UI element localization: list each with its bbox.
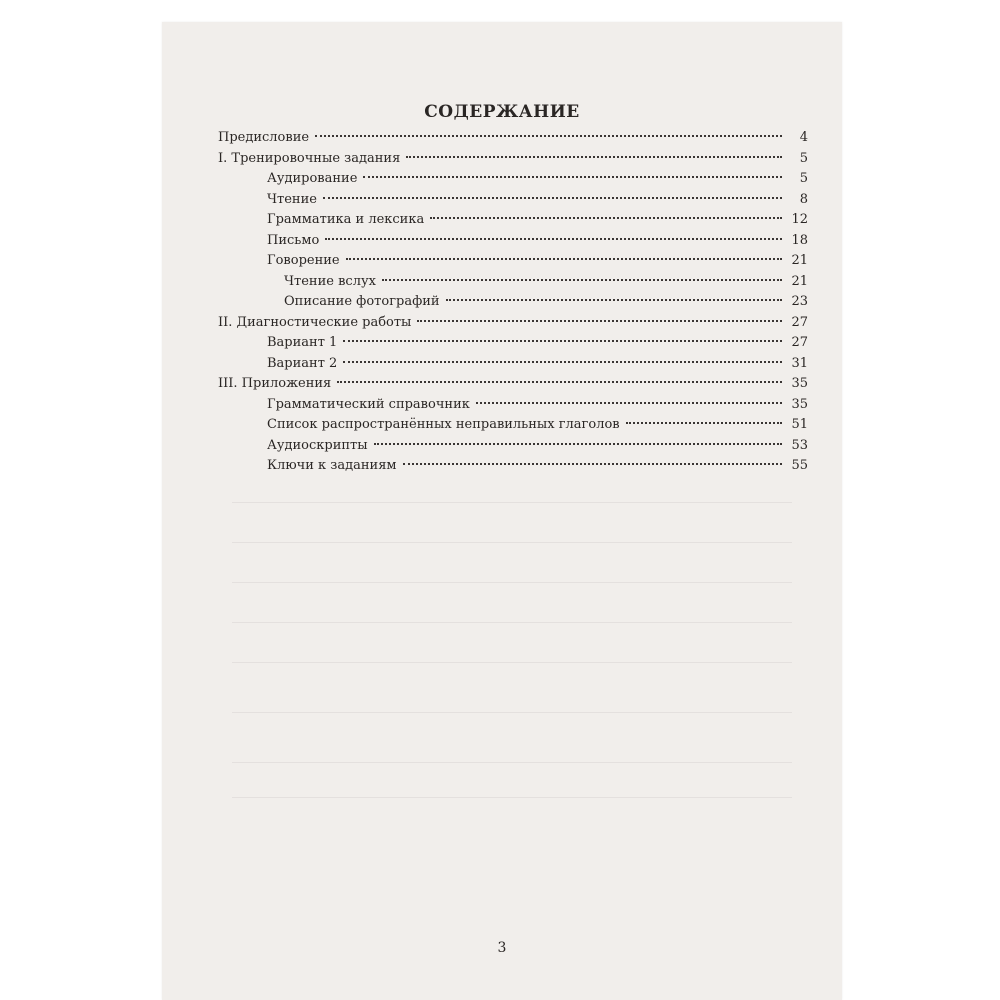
toc-entry-label: Аудирование [267, 171, 358, 186]
page-number: 3 [497, 940, 507, 956]
toc-entry-page: 23 [791, 294, 808, 309]
toc-entry-label: Описание фотографий [284, 294, 440, 309]
show-through-line [232, 762, 792, 763]
toc-entry [218, 456, 808, 477]
dot-leader [346, 258, 782, 260]
dot-leader [343, 361, 782, 363]
show-through-line [232, 622, 792, 623]
toc-entry-label: III. Приложения [218, 376, 332, 391]
dot-leader [430, 217, 782, 219]
dot-leader [403, 463, 782, 465]
dot-leader [626, 422, 782, 424]
book-page [162, 22, 842, 1000]
toc-entry [218, 149, 808, 170]
toc-entry-page: 27 [791, 314, 808, 330]
toc-entry [218, 354, 808, 375]
toc-entry-page: 35 [791, 376, 808, 391]
toc-entry-label: II. Диагностические работы [218, 314, 412, 330]
show-through-line [232, 582, 792, 583]
toc-entry-label: Чтение [267, 191, 317, 207]
toc-entry [218, 251, 808, 272]
toc-entry-label: Список распространённых неправильных глаголов [267, 417, 620, 432]
toc-entry-page: 27 [791, 335, 808, 350]
dot-leader [343, 340, 782, 342]
toc-entry-page: 12 [791, 212, 808, 227]
show-through-line [232, 542, 792, 543]
toc-entry [218, 436, 808, 457]
toc-entry-label: I. Тренировочные задания [218, 150, 401, 166]
dot-leader [417, 320, 782, 322]
toc-entry-page: 18 [791, 232, 808, 248]
toc-entry [218, 272, 808, 293]
table-of-contents [218, 128, 808, 477]
dot-leader [323, 197, 782, 199]
toc-entry-label: Грамматический справочник [267, 396, 470, 412]
dot-leader [476, 402, 782, 404]
dot-leader [315, 135, 782, 137]
toc-entry-label: Аудиоскрипты [267, 437, 368, 453]
toc-entry-page: 21 [791, 253, 808, 268]
show-through-line [232, 712, 792, 713]
toc-entry-page: 4 [799, 130, 808, 145]
toc-entry [218, 333, 808, 354]
dot-leader [337, 381, 782, 383]
dot-leader [374, 443, 782, 445]
toc-entry-page: 31 [791, 355, 808, 371]
toc-entry [218, 313, 808, 334]
toc-entry-label: Ключи к заданиям [267, 458, 397, 473]
toc-entry [218, 169, 808, 190]
dot-leader [325, 238, 782, 240]
dot-leader [363, 176, 782, 178]
dot-leader [382, 279, 782, 281]
toc-entry [218, 231, 808, 252]
toc-entry-label: Предисловие [218, 130, 310, 145]
toc-entry-page: 55 [791, 458, 808, 473]
dot-leader [406, 156, 782, 158]
show-through-line [232, 502, 792, 503]
toc-entry [218, 374, 808, 395]
toc-entry-page: 51 [791, 417, 808, 432]
show-through-line [232, 797, 792, 798]
toc-entry [218, 395, 808, 416]
toc-entry-label: Письмо [267, 232, 320, 248]
toc-entry-page: 35 [791, 396, 808, 412]
toc-entry-page: 5 [799, 150, 808, 166]
toc-entry-page: 21 [791, 273, 808, 289]
toc-entry-page: 53 [791, 437, 808, 453]
toc-entry-page: 8 [799, 191, 808, 207]
toc-entry-label: Чтение вслух [284, 273, 376, 289]
toc-entry [218, 210, 808, 231]
toc-entry-label: Вариант 1 [267, 335, 338, 350]
page-title: СОДЕРЖАНИЕ [424, 102, 580, 122]
toc-entry-label: Говорение [267, 253, 340, 268]
toc-entry-label: Вариант 2 [267, 355, 338, 371]
toc-entry [218, 292, 808, 313]
dot-leader [446, 299, 782, 301]
toc-entry [218, 190, 808, 211]
toc-entry [218, 415, 808, 436]
show-through-line [232, 662, 792, 663]
toc-entry-page: 5 [799, 171, 808, 186]
toc-entry [218, 128, 808, 149]
toc-entry-label: Грамматика и лексика [267, 212, 425, 227]
